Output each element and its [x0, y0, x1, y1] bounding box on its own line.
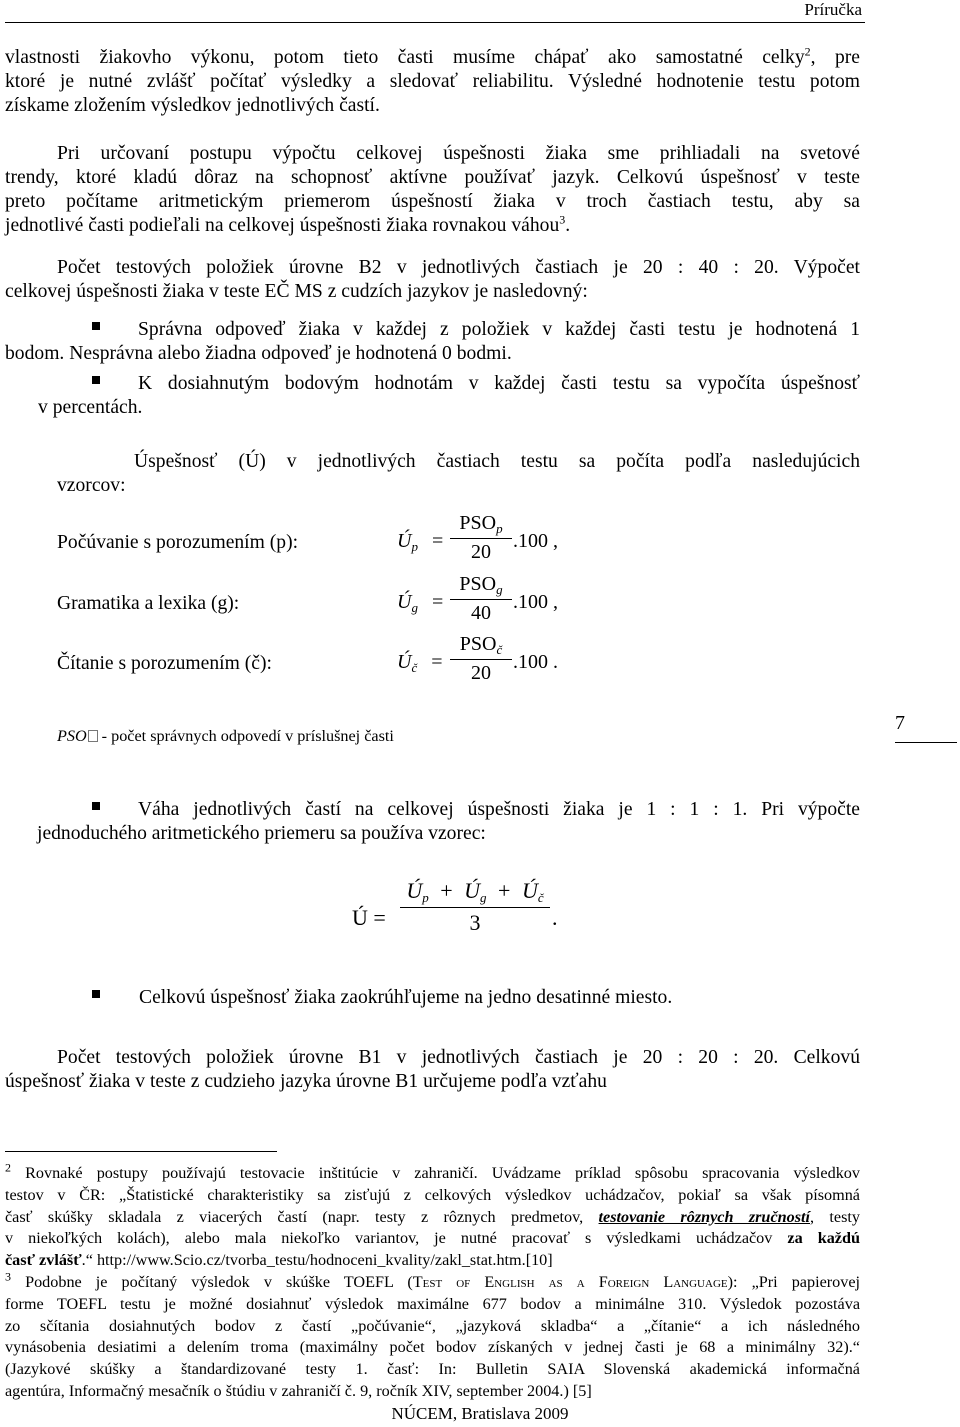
text-line: časť skúšky skladala z viacerých častí (napr. testy z rôznych predmetov, testovanie rôznych zručností, testy [5, 1207, 860, 1226]
text-line: (Jazykové skúšky a štandardizované testy 1. časť: In: Bulletin SAIA Slovenská akademická informačná [5, 1360, 860, 1379]
text-line: Celkovú úspešnosť žiaka zaokrúhľujeme na jedno desatinné miesto. [139, 987, 673, 1008]
formula-var: $Ú_g$ = [397, 591, 444, 615]
text-line: v niekoľkých kolách), alebo mala niekoľko variantov, je nutné pracovať s výsledkami uchádzačov za každú [5, 1229, 860, 1248]
page-number: 7 [895, 712, 905, 734]
bullet-item [5, 318, 860, 366]
footnote-3 [5, 1269, 861, 1403]
text-line: forme TOEFL testu je možné dosiahnuť výsledok maximálne 677 bodov a minimálne 310. Výsledok pozostáva [5, 1294, 860, 1313]
page-number-rule [895, 742, 957, 743]
text-line: Váha jednotlivých častí na celkovej úspešnosti žiaka je 1 : 1 : 1. Pri výpočte [138, 799, 860, 820]
bullet-item [5, 372, 860, 420]
formula-fraction: $PSO_g$ 40 [450, 573, 512, 625]
text-line: Počet testových položiek úrovne B1 v jednotlivých častiach je 20 : 20 : 20. Celkovú [57, 1047, 860, 1068]
footnote-2 [5, 1160, 860, 1272]
paragraph-1 [5, 46, 860, 118]
text-line: Počet testových položiek úrovne B2 v jednotlivých častiach je 20 : 40 : 20. Výpočet [57, 257, 860, 278]
paragraph-2 [5, 142, 860, 238]
pso-note: PSO - počet správnych odpovedí v príslušnej časti [57, 727, 394, 745]
text-line: agentúra, Informačný mesačník o štúdiu v zahraničí č. 9, ročník XIV, september 2004.) [5] [5, 1381, 592, 1400]
text-line: trendy, ktoré kladú dôraz na schopnosť aktívne používať jazyk. Celkovú úspešnosť v teste [5, 167, 860, 188]
text-line: vzorcov: [57, 475, 126, 496]
footnote-separator [5, 1151, 277, 1152]
formula-label: Gramatika a lexika (g): [57, 593, 240, 614]
page-footer: NÚCEM, Bratislava 2009 [391, 1404, 569, 1423]
text-line: testov v ČR: „Štatistické charakteristiky sa zisťujú z celkových výsledkov uchádzačov, pokiaľ sa však písomná [5, 1185, 860, 1204]
formula-label: Čítanie s porozumením (č): [57, 653, 272, 674]
missing-glyph-icon [88, 730, 98, 742]
text-line: celkovej úspešnosti žiaka v teste EČ MS z cudzích jazykov je nasledovný: [5, 281, 588, 302]
formula-tail: .100 , [513, 530, 558, 552]
formula-var: $Ú_p$ = [397, 530, 444, 554]
paragraph-4 [5, 1046, 860, 1094]
formula-tail: .100 . [513, 651, 558, 673]
text-line: v percentách. [38, 397, 143, 418]
formula-fraction: $PSO_č$ 20 [450, 633, 512, 685]
text-line: vlastnosti žiakovho výkonu, potom tieto časti musíme chápať ako samostatné celky$^2$, pre [5, 44, 860, 68]
text-line: bodom. Nesprávna alebo žiadna odpoveď je hodnotená 0 bodmi. [5, 343, 512, 364]
bullet-item [37, 798, 860, 846]
text-line: jednotlivé časti podieľali na celkovej úspešnosti žiaka rovnakou váhou$^3$. [5, 212, 571, 236]
formula-intro [57, 450, 860, 498]
formula-fraction: $PSO_p$ 20 [450, 512, 512, 564]
bullet-item [139, 986, 860, 1010]
text-line: Pri určovaní postupu výpočtu celkovej úspešnosti žiaka sme prihliadali na svetové [57, 143, 860, 164]
footnote-ref-3[interactable]: 3 [559, 212, 566, 227]
text-line: časť zvlášť.“ http://www.Scio.cz/tvorba_testu/hodnoceni_kvality/zakl_stat.htm.[10] [5, 1251, 553, 1270]
formula-var: $Ú_č$ = [397, 651, 443, 675]
formula-label: Počúvanie s porozumením (p): [57, 532, 299, 553]
mean-lhs: Ú = [352, 905, 386, 930]
text-line: zo sčítania dosiahnutých bodov z častí „počúvanie“, „jazyková skladba“ a „čítanie“ a ich následného [5, 1316, 860, 1335]
text-line: ktoré je nutné zvlášť počítať výsledky a sledovať reliabilitu. Výsledné hodnotenie testu potom [5, 71, 860, 92]
footnote-ref-2[interactable]: 2 [804, 44, 811, 59]
text-line: $^3$ Podobne je počítaný výsledok v skúške TOEFL (Test of English as a Foreign Language): „Pri papierovej [5, 1269, 861, 1291]
text-line: úspešnosť žiaka v teste z cudzieho jazyka úrovne B1 určujeme podľa vzťahu [5, 1071, 607, 1092]
text-line: preto počítame aritmetickým priemerom úspešností žiaka v troch častiach testu, aby sa [5, 191, 860, 212]
paragraph-3 [5, 256, 860, 304]
text-line: Úspešnosť (Ú) v jednotlivých častiach testu sa počíta podľa nasledujúcich [134, 451, 860, 472]
formula-tail: .100 , [513, 591, 558, 613]
text-line: jednoduchého aritmetického priemeru sa používa vzorec: [37, 823, 486, 844]
text-line: K dosiahnutým bodovým hodnotám v každej časti testu sa vypočíta úspešnosť [138, 373, 860, 394]
header-rule [5, 22, 865, 23]
text-line: $^2$ Rovnaké postupy používajú testovacie inštitúcie v zahraničí. Uvádzame príklad spôsobu spracovania výsledkov [5, 1160, 860, 1182]
bullet-square-icon [92, 990, 100, 998]
text-line: získame zložením výsledkov jednotlivých častí. [5, 95, 380, 116]
mean-fraction: $\frac{Ú_p + Ú_g + Ú_č}{3}$ [400, 878, 550, 936]
text-line: vynásobenia desiatimi a delením troma (maximálny počet bodov získaných v jednej časti je 68 a minimálny 32).“ [5, 1338, 860, 1357]
text-line: Správna odpoveď žiaka v každej z položiek v každej časti testu je hodnotená 1 [138, 319, 860, 340]
mean-end: . [552, 905, 558, 930]
running-header: Príručka [804, 0, 862, 19]
